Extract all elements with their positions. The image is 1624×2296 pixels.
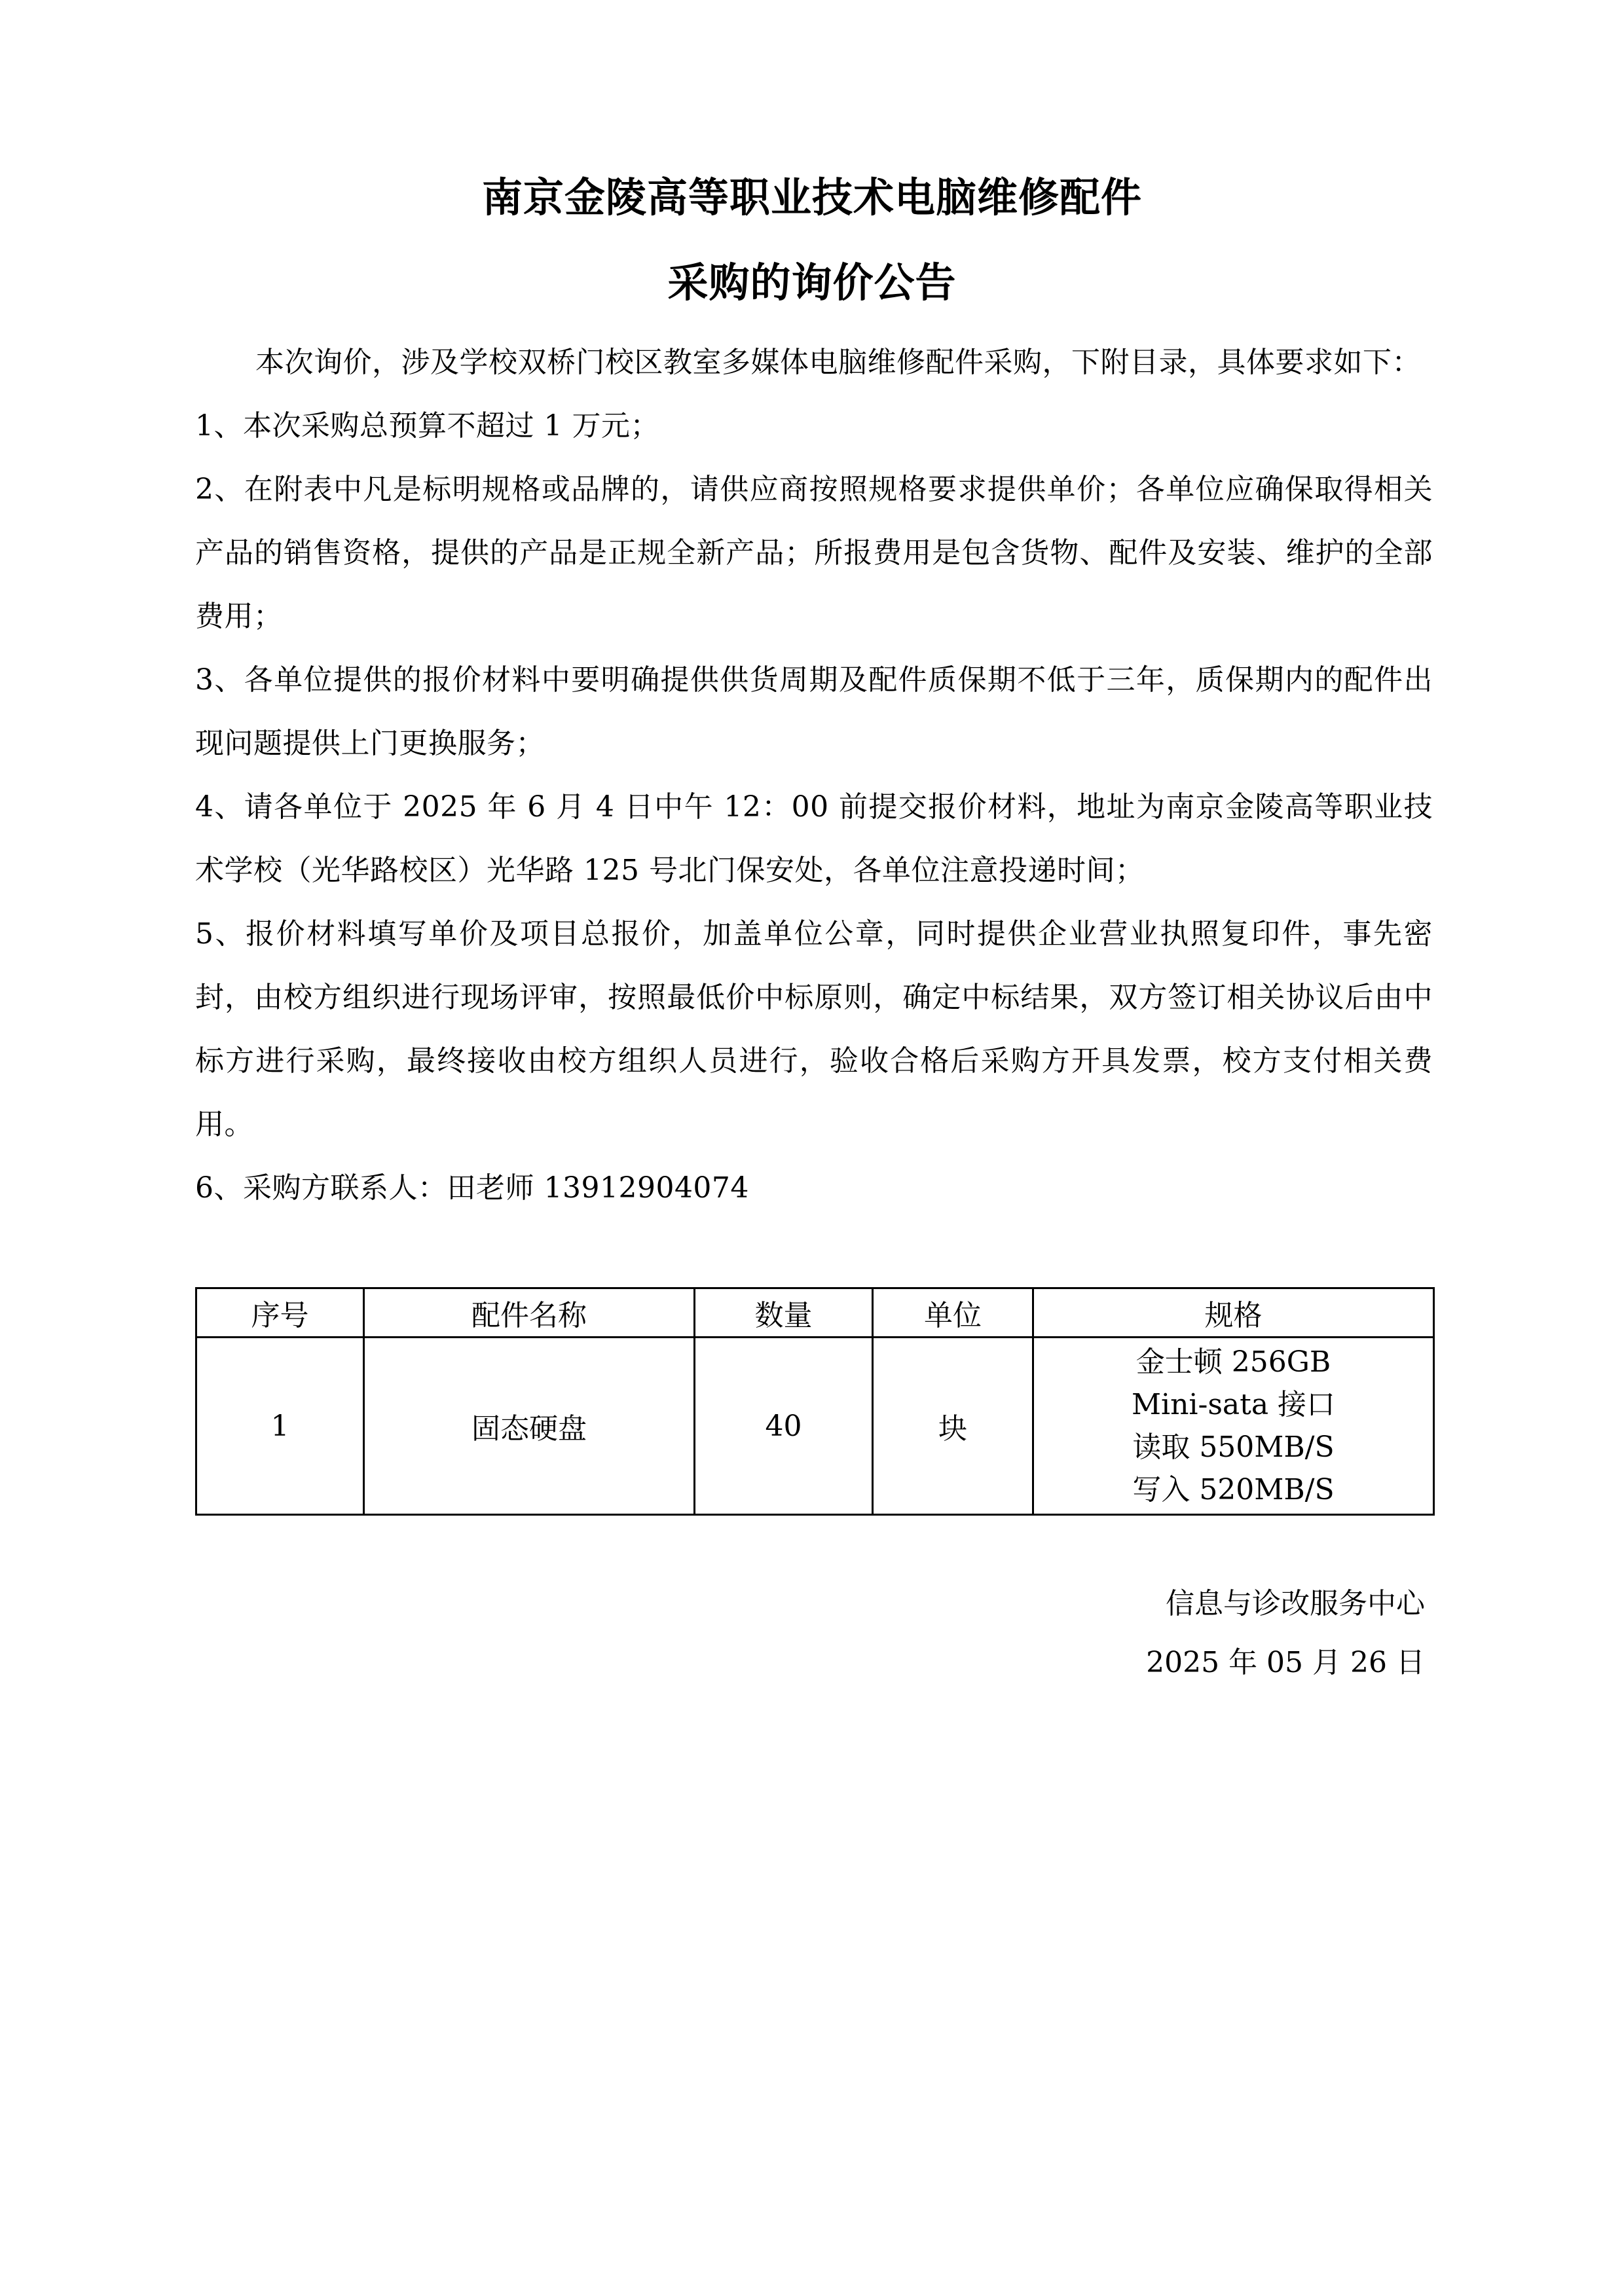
requirement-item-6: 6、采购方联系人：田老师 13912904074 bbox=[195, 1171, 749, 1205]
intro-paragraph: 本次询价，涉及学校双桥门校区教室多媒体电脑维修配件采购，下附目录，具体要求如下： bbox=[255, 346, 1421, 379]
spec-line: 读取 550MB/S bbox=[1132, 1430, 1335, 1464]
cell-spec bbox=[1033, 1338, 1434, 1515]
requirement-item-3: 3、各单位提供的报价材料中要明确提供供货周期及配件质保期不低于三年，质保期内的配件出现问题提供上门更换服务； bbox=[195, 663, 1433, 760]
spec-line: 写入 520MB/S bbox=[1132, 1473, 1335, 1506]
spec-line: 金士顿 256GB bbox=[1135, 1345, 1331, 1379]
cell-name: 固态硬盘 bbox=[364, 1338, 695, 1515]
header-unit: 单位 bbox=[873, 1288, 1033, 1338]
header-no: 序号 bbox=[196, 1288, 364, 1338]
spec-line: Mini-sata 接口 bbox=[1131, 1388, 1336, 1421]
table-header-row bbox=[196, 1288, 1434, 1338]
header-qty: 数量 bbox=[695, 1288, 873, 1338]
header-spec: 规格 bbox=[1033, 1288, 1434, 1338]
issue-date: 2025 年 05 月 26 日 bbox=[1146, 1646, 1425, 1679]
requirement-item-4: 4、请各单位于 2025 年 6 月 4 日中午 12：00 前提交报价材料，地址为南京金陵高等职业技术学校（光华路校区）光华路 125 号北门保安处，各单位注意投递时间； bbox=[195, 790, 1433, 887]
table-row bbox=[196, 1338, 1434, 1515]
document-title-line2: 采购的询价公告 bbox=[667, 259, 957, 306]
cell-qty: 40 bbox=[695, 1338, 873, 1515]
requirement-item-2: 2、在附表中凡是标明规格或品牌的，请供应商按照规格要求提供单价；各单位应确保取得相关产品的销售资格，提供的产品是正规全新产品；所报费用是包含货物、配件及安装、维护的全部费用； bbox=[195, 473, 1433, 633]
document-body bbox=[195, 331, 1433, 1220]
cell-unit: 块 bbox=[873, 1338, 1033, 1515]
requirement-item-5: 5、报价材料填写单价及项目总报价，加盖单位公章，同时提供企业营业执照复印件，事先密封，由校方组织进行现场评审，按照最低价中标原则，确定中标结果，双方签订相关协议后由中标方进行采购，最终接收由校方组织人员进行，验收合格后采购方开具发票，校方支付相关费用。 bbox=[195, 917, 1433, 1141]
document-title-line1: 南京金陵高等职业技术电脑维修配件 bbox=[481, 173, 1142, 221]
header-name: 配件名称 bbox=[364, 1288, 695, 1338]
issuer-org: 信息与诊改服务中心 bbox=[1166, 1587, 1425, 1620]
parts-table bbox=[195, 1287, 1435, 1516]
requirement-item-1: 1、本次采购总预算不超过 1 万元； bbox=[195, 409, 659, 443]
cell-no: 1 bbox=[196, 1338, 364, 1515]
